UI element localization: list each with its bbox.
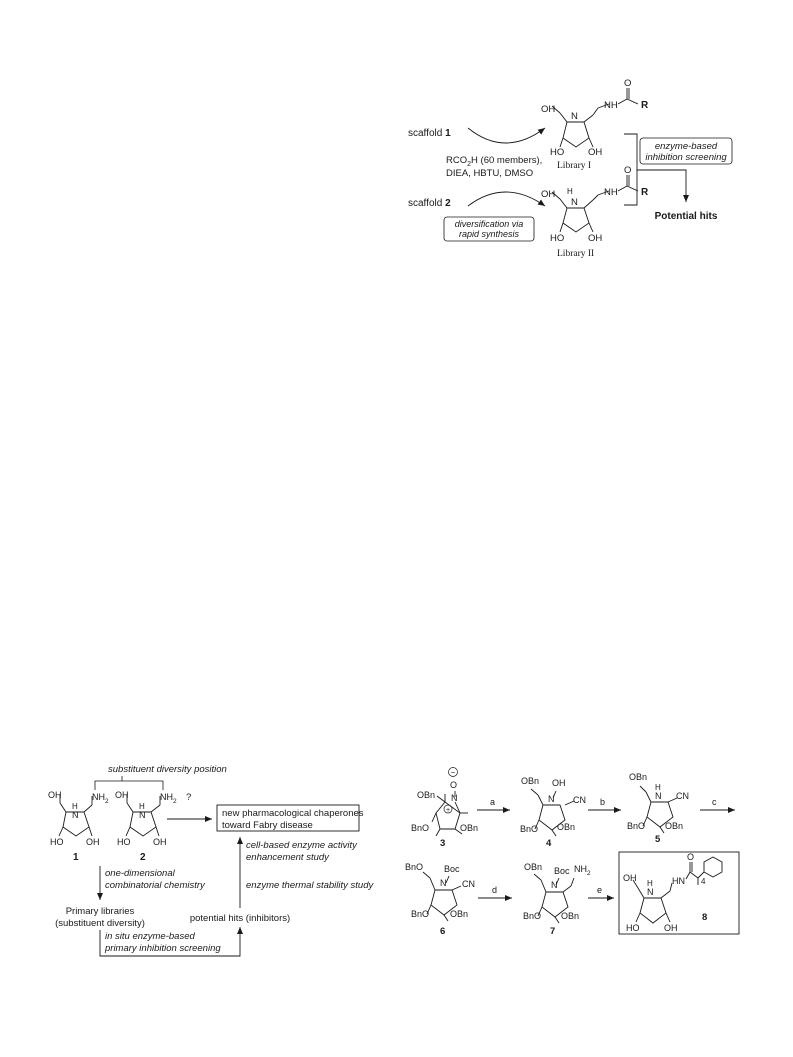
synthesis-scheme bbox=[405, 768, 739, 938]
compound-1-nh2: $NH_2$ bbox=[92, 792, 109, 805]
svg-text:N: N bbox=[451, 793, 458, 803]
svg-text:OH: OH bbox=[664, 923, 678, 933]
lib2-o: O bbox=[624, 165, 632, 176]
svg-text:O: O bbox=[687, 852, 695, 862]
svg-text:Boc: Boc bbox=[444, 864, 460, 874]
lib1-r: R bbox=[641, 100, 649, 111]
svg-text:−: − bbox=[450, 768, 456, 777]
lib1-ho: HO bbox=[550, 147, 565, 158]
svg-text:OBn: OBn bbox=[460, 823, 479, 833]
svg-text:OH: OH bbox=[153, 837, 167, 847]
svg-text:+: + bbox=[445, 807, 451, 814]
compound-2-label: 2 bbox=[140, 852, 146, 863]
step-b: b bbox=[600, 797, 606, 807]
reagents-line-1: $RCO_2H$ (60 members), bbox=[446, 155, 543, 168]
svg-text:BnO: BnO bbox=[405, 862, 424, 872]
compound-3-label: 3 bbox=[440, 838, 446, 849]
cell-based-line-2: enhancement study bbox=[246, 852, 329, 863]
svg-text:N: N bbox=[440, 878, 447, 888]
combinatorial-line-1: one-dimensional bbox=[105, 868, 175, 879]
compound-8-label: 8 bbox=[702, 912, 708, 923]
screening-line-1: enzyme-based bbox=[654, 141, 718, 152]
compound-1-label: 1 bbox=[73, 852, 79, 863]
diversification-line-2: rapid synthesis bbox=[458, 229, 520, 239]
lib1-o: O bbox=[624, 78, 632, 89]
lib1-oh-top: OH bbox=[541, 104, 556, 115]
svg-text:HO: HO bbox=[50, 837, 64, 847]
primary-libraries-line-1: Primary libraries bbox=[65, 906, 135, 917]
in-situ-line-1: in situ enzyme-based bbox=[105, 931, 195, 942]
lib2-oh-top: OH bbox=[541, 189, 556, 200]
compound-6-label: 6 bbox=[440, 926, 446, 937]
svg-text:OBn: OBn bbox=[524, 862, 543, 872]
curved-arrow-1 bbox=[468, 128, 545, 143]
curved-arrow-2 bbox=[468, 192, 545, 206]
svg-text:CN: CN bbox=[676, 791, 689, 801]
lib2-ho: HO bbox=[550, 233, 565, 244]
svg-text:HO: HO bbox=[117, 837, 131, 847]
svg-text:OH: OH bbox=[623, 873, 637, 883]
thermal-stability-label: enzyme thermal stability study bbox=[246, 880, 374, 891]
svg-text:OBn: OBn bbox=[629, 772, 648, 782]
screening-line-2: inhibition screening bbox=[645, 152, 727, 163]
svg-text:H: H bbox=[655, 783, 661, 792]
lib2-oh-bottom: OH bbox=[588, 233, 603, 244]
reagents-line-2: DIEA, HBTU, DMSO bbox=[446, 168, 534, 179]
svg-text:BnO: BnO bbox=[411, 909, 430, 919]
step-a: a bbox=[490, 797, 496, 807]
svg-text:OBn: OBn bbox=[561, 911, 580, 921]
svg-text:BnO: BnO bbox=[523, 911, 542, 921]
svg-text:N: N bbox=[139, 810, 146, 820]
compound-8-box bbox=[619, 852, 739, 934]
primary-libraries-line-2: (substituent diversity) bbox=[55, 918, 145, 929]
potential-hits-label: Potential hits bbox=[654, 211, 718, 222]
question-mark: ? bbox=[186, 792, 192, 803]
svg-text:N: N bbox=[551, 880, 558, 890]
svg-text:HO: HO bbox=[626, 923, 640, 933]
library-2-label: Library II bbox=[557, 249, 595, 259]
lib1-oh-bottom: OH bbox=[588, 147, 603, 158]
svg-text:H: H bbox=[139, 802, 145, 811]
lib2-r: R bbox=[641, 187, 649, 198]
svg-text:CN: CN bbox=[573, 795, 586, 805]
library-1-structure bbox=[552, 88, 638, 147]
svg-text:OH: OH bbox=[115, 790, 129, 800]
lib2-nh: NH bbox=[604, 187, 618, 198]
compound-7-nh2: $NH_2$ bbox=[574, 864, 591, 877]
svg-text:OBn: OBn bbox=[665, 821, 684, 831]
compound-4-label: 4 bbox=[546, 838, 552, 849]
svg-text:BnO: BnO bbox=[627, 821, 646, 831]
chaperones-line-1: new pharmacological chaperones bbox=[222, 808, 364, 819]
chaperones-line-2: toward Fabry disease bbox=[222, 820, 313, 831]
library-2-structure bbox=[552, 175, 638, 232]
svg-text:N: N bbox=[655, 791, 662, 801]
svg-text:N: N bbox=[647, 887, 654, 897]
compound-2-nh2: $NH_2$ bbox=[160, 792, 177, 805]
svg-text:O: O bbox=[450, 780, 458, 790]
svg-text:4: 4 bbox=[701, 877, 706, 886]
lib1-n: N bbox=[571, 111, 578, 122]
svg-text:OBn: OBn bbox=[450, 909, 469, 919]
svg-text:OH: OH bbox=[48, 790, 62, 800]
svg-text:OBn: OBn bbox=[417, 790, 436, 800]
svg-text:Boc: Boc bbox=[554, 866, 570, 876]
compound-5-label: 5 bbox=[655, 834, 661, 845]
diversification-line-1: diversification via bbox=[454, 219, 524, 229]
svg-text:HN: HN bbox=[672, 876, 685, 886]
step-c: c bbox=[712, 797, 717, 807]
scheme-library-synthesis bbox=[408, 78, 732, 259]
svg-text:OBn: OBn bbox=[557, 822, 576, 832]
scaffold-2-label: scaffold 2 bbox=[408, 198, 451, 209]
svg-text:OBn: OBn bbox=[521, 776, 540, 786]
cell-based-line-1: cell-based enzyme activity bbox=[246, 840, 357, 851]
svg-text:H: H bbox=[647, 879, 653, 888]
lib2-h: H bbox=[567, 187, 573, 196]
svg-text:H: H bbox=[72, 802, 78, 811]
step-d: d bbox=[492, 885, 498, 895]
lib1-nh: NH bbox=[604, 100, 618, 111]
svg-text:N: N bbox=[548, 794, 555, 804]
scaffold-1-label: scaffold 1 bbox=[408, 128, 451, 139]
svg-text:CN: CN bbox=[462, 879, 475, 889]
svg-text:OH: OH bbox=[86, 837, 100, 847]
compound-7-label: 7 bbox=[550, 926, 556, 937]
svg-text:BnO: BnO bbox=[520, 824, 539, 834]
library-1-label: Library I bbox=[557, 161, 592, 171]
svg-text:BnO: BnO bbox=[411, 823, 430, 833]
diversity-bracket bbox=[95, 781, 163, 790]
diversity-position-label: substituent diversity position bbox=[108, 764, 227, 775]
flowchart-chaperone-discovery bbox=[48, 764, 374, 956]
in-situ-line-2: primary inhibition screening bbox=[105, 943, 221, 954]
combinatorial-line-2: combinatorial chemistry bbox=[105, 880, 205, 891]
svg-text:N: N bbox=[72, 810, 79, 820]
svg-text:OH: OH bbox=[552, 778, 566, 788]
step-e: e bbox=[597, 885, 603, 895]
lib2-n: N bbox=[571, 197, 578, 208]
potential-hits-inhibitors: potential hits (inhibitors) bbox=[189, 913, 291, 924]
